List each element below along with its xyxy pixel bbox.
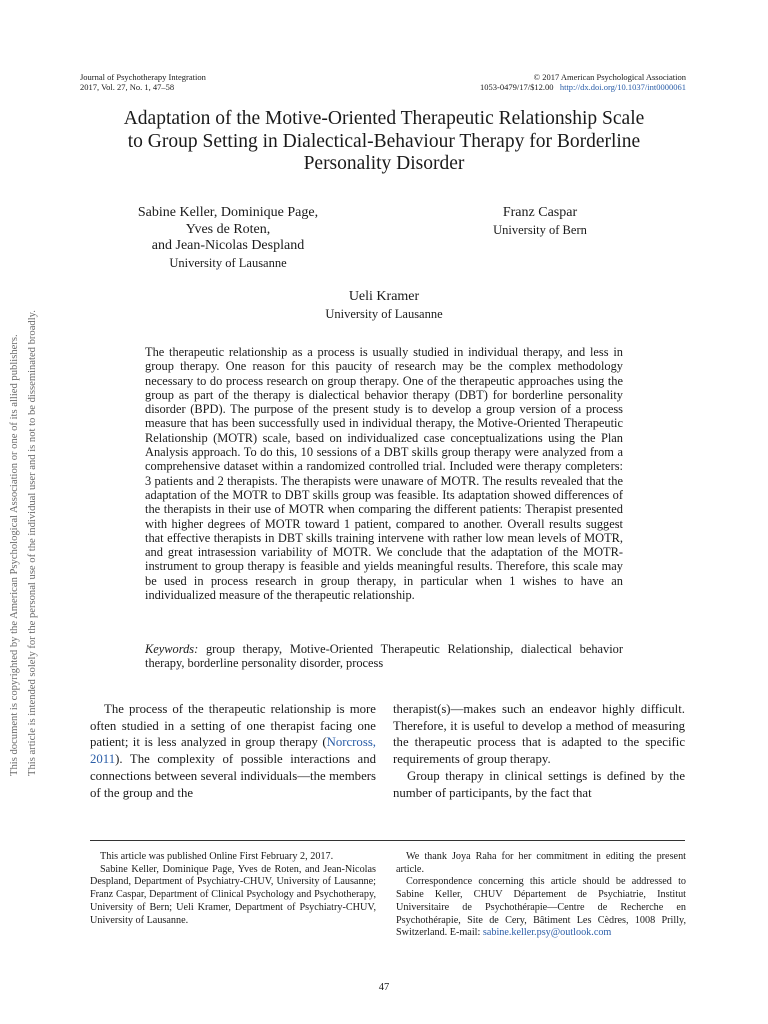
footnotes-right [396,851,686,940]
title-line-3: Personality Disorder [303,153,465,174]
body-column-right [393,701,685,801]
body-column-left [90,701,376,801]
title-line-2: to Group Setting in Dialectical-Behaviour Therapy for Borderline [127,130,641,152]
author-group-center [234,289,534,322]
footnote-correspondence [396,876,686,940]
author-name-center: Ueli Kramer [348,289,420,304]
keywords-label: Keywords: [145,642,199,656]
body-paragraph-left [90,701,376,801]
doi-link[interactable]: http://dx.doi.org/10.1037/int0000061 [559,82,686,92]
author-names-line-2: Yves de Roten, [185,221,271,237]
author-name-right: Franz Caspar [502,205,578,220]
author-names-line-3: and Jean-Nicolas Despland [151,238,305,253]
author-affiliation-center: University of Lausanne [325,306,443,321]
journal-volume: 2017, Vol. 27, No. 1, 47–58 [80,82,175,92]
keywords-text: group therapy, Motive-Oriented Therapeutic Relationship, dialectical behavior therapy, borderline personality disorder, process [145,642,623,671]
page-number: 47 [378,982,390,993]
email-link[interactable]: sabine.keller.psy@outlook.com [482,927,612,939]
body-text-left-start: The process of the therapeutic relationship is more often studied in a setting of one therapist facing one patient; it is less analyzed in group therapy ( [90,702,376,750]
journal-name: Journal of Psychotherapy Integration [80,72,206,82]
author-affiliation-left: University of Lausanne [169,255,287,270]
issn-price: 1053-0479/17/$12.00 [480,82,554,92]
journal-header-left [80,72,206,92]
body-paragraph-right-2: Group therapy in clinical settings is defined by the number of participants, by the fact that [393,768,685,800]
author-group-right [440,205,640,238]
correspondence-text: Correspondence concerning this article should be addressed to Sabine Keller, CHUV Département de Psychiatrie, Institut Universitaire de Psychothérapie—Centre de Recherche en Psychothérapie, Site de Cery, Bâtiment Les Cèdres, 1008 Prilly, Switzerland. E-mail: [396,876,686,939]
author-group-left [100,205,356,271]
footnote-published: This article was published Online First February 2, 2017. [100,851,334,862]
journal-copyright: © 2017 American Psychological Association [533,72,686,82]
author-names-line-1: Sabine Keller, Dominique Page, [137,205,319,220]
article-title [60,108,708,176]
author-affiliation-right: University of Bern [493,222,587,237]
footnote-acknowledgment: We thank Joya Raha for her commitment in editing the present article. [396,851,686,875]
footnote-divider [90,840,685,841]
title-line-1: Adaptation of the Motive-Oriented Therapeutic Relationship Scale [123,108,645,129]
journal-header-right [480,72,686,92]
journal-issn-doi [480,82,686,92]
copyright-notice-line2: This article is intended solely for the personal use of the individual user and is not to be disseminated broadly. [27,310,38,776]
abstract: The therapeutic relationship as a process is usually studied in individual therapy, and less in group therapy. One reason for this paucity of research may be the complex methodology necessary to do process research on group therapy. One of the therapeutic approaches using the group as part of the therapy is dialectical behavior therapy (DBT) for borderline personality disorder (BPD). The purpose of the present study is to develop a group version of a process measure that has been successfully used in individual therapy, the Motive-Oriented Therapeutic Relationship (MOTR) scale, based on individualized case conceptualizations using the Plan Analysis approach. To do this, 10 sessions of a DBT skills group therapy were analyzed from a comprehensive dataset within a randomized controlled trial. Included were therapy completers: 3 patients and 2 therapists. The therapists were unaware of MOTR. The results revealed that the adaptation of the MOTR to DBT skills group was feasible. Its adaptation showed differences of the therapists in their use of MOTR when comparing the different patients: Therapist presented with higher degrees of MOTR toward 1 patient, compared to another. Overall results suggest that effective therapists in DBT skills training intervene with rather low mean levels of MOTR, and great intrasession variability of MOTR. We conclude that the adaptation of the MOTR-instrument to group therapy is feasible and yields meaningful results. Therefore, this scale may be used in process research in group therapy, in particular when 1 wishes to have an individualized measure of the therapeutic relationship. [145,345,623,603]
footnotes-left [90,851,376,927]
keywords [145,642,623,671]
body-paragraph-right-1: therapist(s)—makes such an endeavor highly difficult. Therefore, it is useful to develop a method of measuring the therapeutic process that is adapted to the specific requirements of group therapy. [393,702,685,767]
body-text-left-end: ). The complexity of possible interactions and connections between several individuals—the members of the group and the [90,752,376,800]
footnote-affiliations: Sabine Keller, Dominique Page, Yves de Roten, and Jean-Nicolas Despland, Department of Psychiatry-CHUV, University of Lausanne; Franz Caspar, Department of Clinical Psychology and Psychotherapy, University of Bern; Ueli Kramer, Department of Psychiatry-CHUV, University of Lausanne. [90,863,376,926]
copyright-notice-line1: This document is copyrighted by the American Psychological Association or one of its allied publishers. [9,334,20,776]
citation-link[interactable]: Norcross, 2011 [90,735,376,767]
